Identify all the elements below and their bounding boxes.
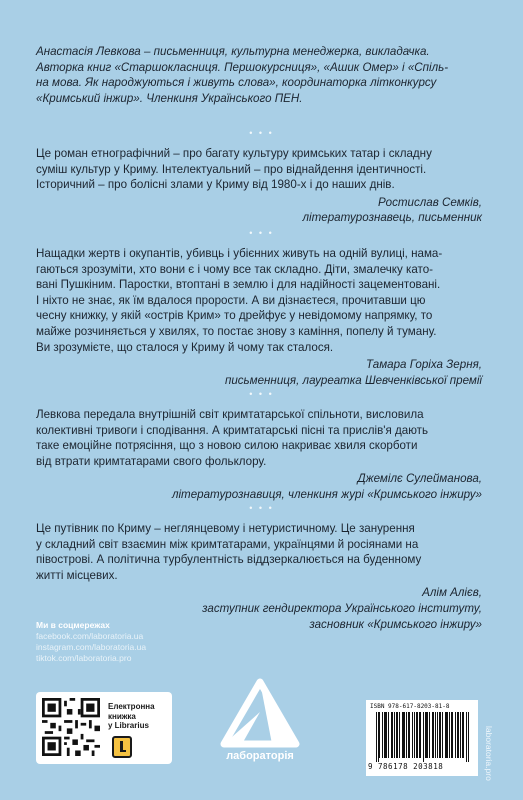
- librarius-icon: [112, 736, 132, 758]
- barcode-bar: [394, 712, 395, 758]
- barcode-bar: [376, 712, 377, 762]
- barcode-bar: [378, 712, 379, 762]
- barcode-bar: [442, 712, 443, 758]
- review-text: [36, 146, 482, 193]
- site-url[interactable]: laboratoria.pro: [484, 726, 494, 781]
- social-heading: Ми в соцмережах: [36, 620, 110, 630]
- barcode-icon: [376, 712, 470, 762]
- bio-line: Анастасія Левкова – письменниця, культурна менеджерка, викладачка.: [36, 45, 430, 58]
- barcode-bar: [388, 712, 389, 758]
- instagram-link[interactable]: instagram.com/laboratoria.ua: [36, 642, 147, 652]
- separator: • • •: [249, 389, 274, 399]
- review-text: [36, 407, 482, 469]
- barcode-bar: [403, 712, 404, 758]
- attribution-line: заступник гендиректора Українського інституту,: [202, 601, 482, 615]
- barcode-bar: [397, 712, 398, 758]
- attribution-line: літературознавиця, членкиня журі «Кримського інжиру»: [171, 487, 482, 501]
- review-zernya: [36, 246, 482, 388]
- barcode-bar: [426, 712, 427, 758]
- barcode-bar: [425, 712, 426, 758]
- barcode-bar: [455, 712, 456, 758]
- barcode-bar: [463, 712, 464, 758]
- barcode-digits: 9 786178 203818: [368, 762, 444, 771]
- attribution-line: Тамара Горіха Зерня,: [365, 358, 482, 372]
- bio-line: «Кримський інжир». Членкиня Українського ПЕН.: [36, 91, 303, 105]
- barcode-bar: [457, 712, 458, 758]
- review-attribution: [36, 195, 482, 226]
- ebook-badge[interactable]: [36, 692, 172, 764]
- barcode-bar: [416, 712, 417, 758]
- review-line: колективні тривоги і сподівання. А кримтатарські пісні та прислів'я дають: [36, 423, 428, 437]
- barcode-bar: [412, 712, 413, 758]
- barcode-bar: [402, 712, 403, 758]
- review-suleimanova: [36, 407, 482, 503]
- review-line: майже розчиняється у хвилях, то постає знову з каміння, попелу й туману.: [36, 324, 437, 338]
- review-line: у складний світ взаємин між кримтатарами, українцями й росіянами на: [36, 537, 419, 551]
- attribution-line: літературознавець, письменник: [302, 211, 482, 225]
- author-bio-text: [36, 44, 482, 106]
- qr-code-icon[interactable]: [42, 698, 100, 756]
- review-line: Левкова передала внутрішній світ кримтатарської спільноти, висловила: [36, 408, 424, 421]
- review-line: суміш культур у Криму. Інтелектуальний – про віднайдення ідентичності.: [36, 162, 427, 176]
- review-attribution: [36, 357, 482, 388]
- barcode-bar: [466, 712, 467, 762]
- review-line: Ви зрозумієте, що сталося у Криму й чому так сталося.: [36, 340, 334, 354]
- review-line: Нащадки жертв і окупантів, убивць і убієнних живуть на одній вулиці, нама-: [36, 247, 443, 260]
- barcode-bar: [429, 712, 430, 758]
- isbn-text: ISBN 978-617-8203-81-8: [370, 703, 450, 710]
- review-line: житті місцевих.: [36, 568, 118, 582]
- barcode-bar: [414, 712, 415, 758]
- publisher-name: лабораторія: [226, 750, 294, 762]
- barcode-bar: [379, 712, 380, 758]
- barcode-bar: [458, 712, 459, 758]
- barcode-bar: [432, 712, 433, 758]
- review-line: від втрати кримтатарами свого фольклору.: [36, 454, 267, 468]
- separator: • • •: [249, 228, 274, 238]
- barcode-bar: [404, 712, 405, 758]
- barcode-bar: [385, 712, 386, 758]
- barcode-bar: [423, 712, 424, 762]
- review-line: вані Пушкіним. Паростки, втоптані в землю і для надійності зацементовані.: [36, 278, 441, 292]
- barcode-bar: [408, 712, 409, 758]
- attribution-line: Ростислав Семків,: [378, 195, 482, 209]
- barcode-bar: [446, 712, 447, 758]
- review-semkiv: [36, 146, 482, 226]
- barcode-bar: [440, 712, 441, 758]
- review-text: [36, 521, 482, 583]
- barcode-bar: [399, 712, 400, 758]
- attribution-line: Алім Алієв,: [422, 586, 482, 600]
- review-line: І ніхто не знає, як їм вдалося прорости. А ви дізнаєтеся, прочитавши цю: [36, 293, 426, 307]
- barcode-bar: [435, 712, 436, 758]
- review-attribution: [36, 471, 482, 502]
- review-line: Це путівник по Криму – неглянцевому і нетуристичному. Це занурення: [36, 522, 415, 535]
- barcode-bar: [468, 712, 469, 762]
- barcode-bar: [420, 712, 421, 758]
- bio-line: на мова. Як народжуються і живуть слова», координаторка літконкурсу: [36, 76, 437, 90]
- laboratoria-logo-icon: [210, 672, 310, 782]
- separator: • • •: [249, 128, 274, 138]
- review-aliev: [36, 521, 482, 632]
- barcode-bar: [384, 712, 385, 758]
- review-line: таке емоційне потрясіння, що з новою силою накриває хвиля скорботи: [36, 439, 418, 453]
- barcode-bar: [391, 712, 392, 758]
- facebook-link[interactable]: facebook.com/laboratoria.ua: [36, 631, 144, 641]
- attribution-line: письменниця, лауреатка Шевченківської премії: [224, 373, 482, 387]
- barcode-bar: [437, 712, 438, 758]
- barcode-bar: [392, 712, 393, 758]
- review-text: [36, 246, 482, 355]
- barcode-bar: [451, 712, 452, 758]
- badge-line: Електронна: [108, 702, 155, 711]
- review-line: Історичний – про болісні злами у Криму від 1980-х і до наших днів.: [36, 178, 395, 192]
- review-line: чесну книжку, у якій «острів Крим» то дрейфує у невідомому напрямку, то: [36, 309, 433, 323]
- barcode-bar: [396, 712, 397, 758]
- attribution-line: засновник «Кримського інжиру»: [309, 617, 482, 631]
- barcode-bar: [447, 712, 448, 758]
- barcode-bar: [452, 712, 453, 758]
- review-line: півострові. А політична турбулентність віддзеркалюється на буденному: [36, 553, 422, 567]
- review-line: гаються зрозуміти, хто вони є і чому все так складно. Діти, змалечку като-: [36, 262, 434, 276]
- review-line: Це роман етнографічний – про багату культуру кримських татар і складну: [36, 147, 432, 160]
- barcode-bar: [433, 712, 434, 758]
- barcode-bar: [386, 712, 387, 758]
- tiktok-link[interactable]: tiktok.com/laboratoria.pro: [36, 653, 132, 663]
- separator: • • •: [249, 503, 274, 513]
- barcode-bar: [419, 712, 420, 758]
- badge-line: у Librarius: [108, 721, 149, 730]
- barcode-bar: [406, 712, 407, 758]
- bio-line: Авторка книг «Старшокласниця. Першокурсниця», «Ашик Омер» і «Спіль-: [36, 60, 449, 74]
- barcode-bar: [439, 712, 440, 758]
- ebook-badge-label: [108, 702, 155, 731]
- barcode-bar: [382, 712, 383, 758]
- author-bio: [36, 44, 482, 106]
- barcode-bar: [427, 712, 428, 758]
- barcode-bar: [460, 712, 461, 758]
- barcode-bar: [445, 712, 446, 758]
- barcode-bar: [417, 712, 418, 758]
- barcode-bar: [449, 712, 450, 758]
- barcode-bar: [409, 712, 410, 758]
- barcode-panel: [366, 700, 478, 776]
- attribution-line: Джемілє Сулейманова,: [357, 472, 482, 486]
- barcode-bar: [462, 712, 463, 758]
- social-links: [36, 620, 146, 664]
- badge-line: книжка: [108, 711, 136, 721]
